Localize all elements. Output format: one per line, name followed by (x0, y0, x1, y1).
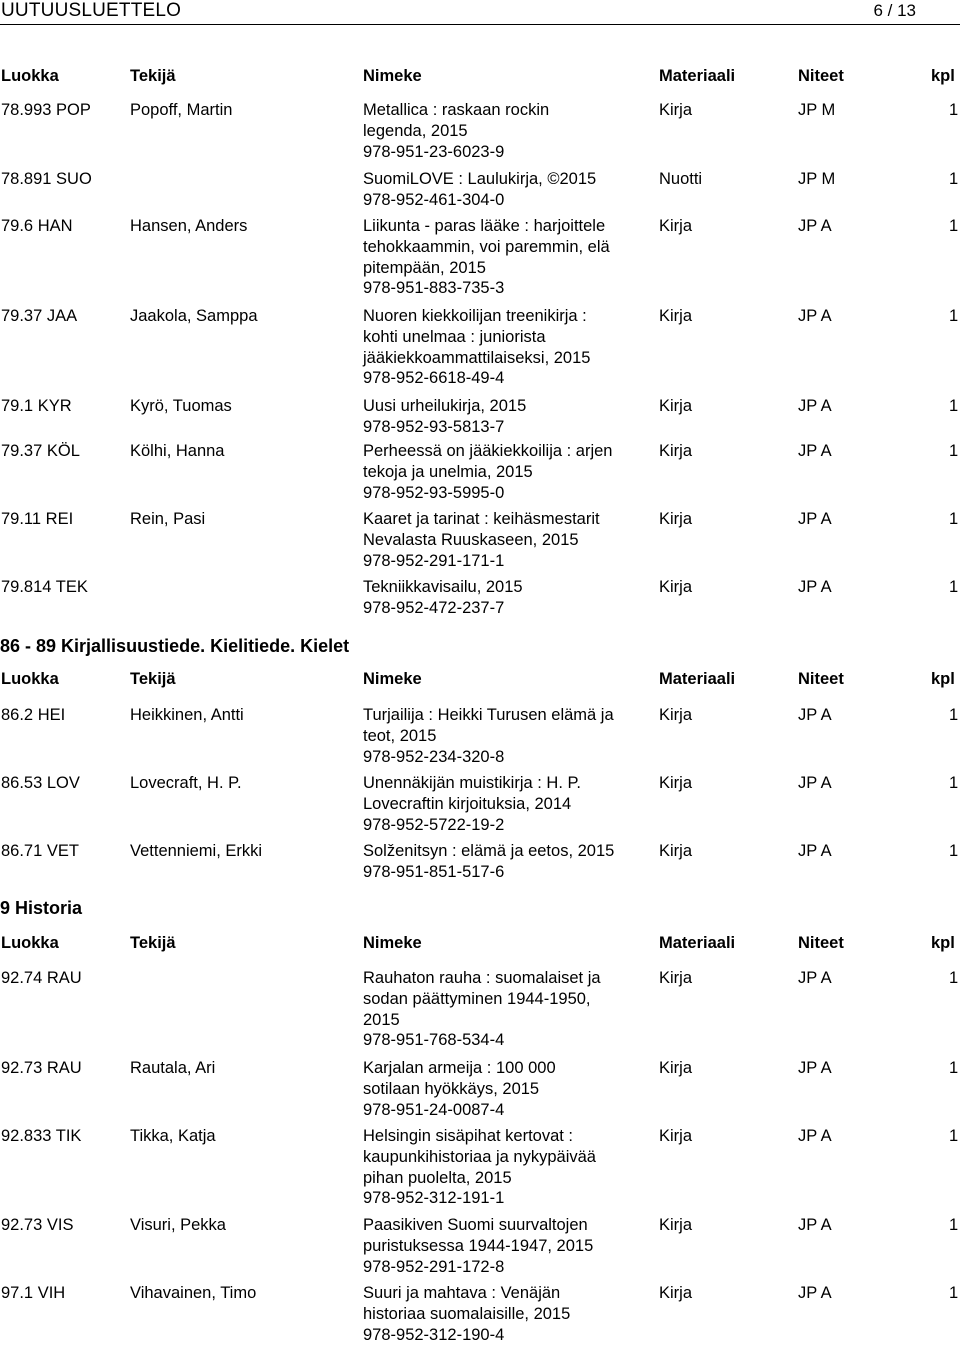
cell-tekija: Popoff, Martin (130, 101, 233, 119)
nimeke-line: Uusi urheilukirja, 2015 (363, 397, 527, 415)
column-header-luokka: Luokka (1, 670, 59, 688)
cell-kpl: 1 (949, 397, 959, 415)
column-header-luokka: Luokka (1, 67, 59, 85)
nimeke-line: 978-951-768-534-4 (363, 1031, 505, 1050)
cell-materiaali: Kirja (659, 442, 693, 460)
nimeke-line: teot, 2015 (363, 726, 437, 745)
cell-luokka: 79.814 TEK (1, 578, 88, 596)
cell-niteet: JP A (798, 969, 832, 987)
nimeke-line: Nevalasta Ruuskaseen, 2015 (363, 530, 579, 549)
column-header-materiaali: Materiaali (659, 67, 736, 85)
cell-tekija: Jaakola, Samppa (130, 307, 258, 325)
nimeke-line: Helsingin sisäpihat kertovat : (363, 1127, 574, 1145)
nimeke-line: 978-952-234-320-8 (363, 747, 505, 766)
cell-nimeke (363, 968, 653, 1051)
nimeke-line: Lovecraftin kirjoituksia, 2014 (363, 794, 572, 813)
cell-materiaali: Kirja (659, 510, 693, 528)
cell-kpl: 1 (949, 842, 959, 860)
nimeke-line: jääkiekkoammattilaiseksi, 2015 (363, 348, 591, 367)
cell-kpl: 1 (949, 706, 959, 724)
cell-tekija: Tikka, Katja (130, 1127, 216, 1145)
cell-luokka: 86.2 HEI (1, 706, 66, 724)
nimeke-line: 978-952-93-5995-0 (363, 483, 505, 502)
cell-niteet: JP A (798, 442, 832, 460)
cell-tekija: Kyrö, Tuomas (130, 397, 232, 415)
nimeke-line: sotilaan hyökkäys, 2015 (363, 1079, 540, 1098)
cell-nimeke (363, 841, 653, 883)
nimeke-line: Kaaret ja tarinat : keihäsmestarit (363, 510, 600, 528)
cell-kpl: 1 (949, 510, 959, 528)
nimeke-line: 978-952-291-172-8 (363, 1257, 505, 1276)
cell-niteet: JP A (798, 510, 832, 528)
cell-kpl: 1 (949, 774, 959, 792)
cell-materiaali: Kirja (659, 397, 693, 415)
cell-luokka: 79.37 KÖL (1, 442, 80, 460)
nimeke-line: puristuksessa 1944-1947, 2015 (363, 1236, 594, 1255)
cell-niteet: JP A (798, 1059, 832, 1077)
nimeke-line: legenda, 2015 (363, 121, 468, 140)
nimeke-line: tehokkaammin, voi paremmin, elä (363, 237, 610, 256)
nimeke-line: Suuri ja mahtava : Venäjän (363, 1284, 561, 1302)
nimeke-line: historiaa suomalaisille, 2015 (363, 1304, 571, 1323)
cell-materiaali: Kirja (659, 101, 693, 119)
cell-materiaali: Kirja (659, 217, 693, 235)
nimeke-line: Perheessä on jääkiekkoilija : arjen (363, 442, 613, 460)
cell-niteet: JP A (798, 842, 832, 860)
cell-niteet: JP M (798, 101, 836, 119)
cell-niteet: JP A (798, 1284, 832, 1302)
nimeke-line: Turjailija : Heikki Turusen elämä ja (363, 706, 614, 724)
cell-niteet: JP A (798, 397, 832, 415)
cell-luokka: 79.11 REI (1, 510, 74, 528)
cell-materiaali: Nuotti (659, 170, 703, 188)
nimeke-line: 978-952-291-171-1 (363, 551, 505, 570)
column-header-tekija: Tekijä (130, 67, 176, 85)
cell-tekija: Lovecraft, H. P. (130, 774, 242, 792)
section-title: 9 Historia (0, 898, 83, 918)
cell-materiaali: Kirja (659, 842, 693, 860)
nimeke-line: 978-951-23-6023-9 (363, 142, 505, 161)
nimeke-line: tekoja ja unelmia, 2015 (363, 462, 533, 481)
nimeke-line: sodan päättyminen 1944-1950, (363, 989, 591, 1008)
cell-niteet: JP A (798, 1216, 832, 1234)
column-header-nimeke: Nimeke (363, 670, 422, 688)
column-header-niteet: Niteet (798, 934, 844, 952)
cell-kpl: 1 (949, 307, 959, 325)
cell-luokka: 79.1 KYR (1, 397, 72, 415)
table-header (0, 934, 960, 956)
table-header (0, 67, 960, 89)
column-header-kpl: kpl (931, 934, 955, 952)
cell-luokka: 79.37 JAA (1, 307, 78, 325)
cell-kpl: 1 (949, 1059, 959, 1077)
column-header-niteet: Niteet (798, 670, 844, 688)
cell-kpl: 1 (949, 578, 959, 596)
cell-materiaali: Kirja (659, 578, 693, 596)
cell-kpl: 1 (949, 969, 959, 987)
column-header-niteet: Niteet (798, 67, 844, 85)
cell-niteet: JP M (798, 170, 836, 188)
cell-nimeke (363, 509, 653, 571)
cell-tekija: Vihavainen, Timo (130, 1284, 257, 1302)
cell-materiaali: Kirja (659, 1284, 693, 1302)
cell-materiaali: Kirja (659, 1127, 693, 1145)
nimeke-line: 978-952-5722-19-2 (363, 815, 505, 834)
cell-tekija: Rautala, Ari (130, 1059, 216, 1077)
cell-tekija: Rein, Pasi (130, 510, 206, 528)
nimeke-line: 978-952-312-191-1 (363, 1189, 505, 1208)
cell-luokka: 92.73 RAU (1, 1059, 82, 1077)
column-header-materiaali: Materiaali (659, 670, 736, 688)
nimeke-line: Paasikiven Suomi suurvaltojen (363, 1216, 588, 1234)
cell-luokka: 92.74 RAU (1, 969, 82, 987)
cell-nimeke (363, 705, 653, 767)
cell-luokka: 86.53 LOV (1, 774, 80, 792)
nimeke-line: pitempään, 2015 (363, 258, 486, 277)
cell-nimeke (363, 1215, 653, 1277)
nimeke-line: Unennäkijän muistikirja : H. P. (363, 774, 581, 792)
nimeke-line: 978-951-851-517-6 (363, 862, 505, 881)
table-header (0, 670, 960, 692)
cell-nimeke (363, 441, 653, 503)
cell-luokka: 79.6 HAN (1, 217, 73, 235)
nimeke-line: pihan puolelta, 2015 (363, 1168, 512, 1187)
column-header-luokka: Luokka (1, 934, 59, 952)
column-header-kpl: kpl (931, 670, 955, 688)
cell-kpl: 1 (949, 1284, 959, 1302)
nimeke-line: Nuoren kiekkoilijan treenikirja : (363, 307, 587, 325)
nimeke-line: 2015 (363, 1010, 400, 1029)
document-title: UUTUUSLUETTELO (1, 0, 182, 21)
nimeke-line: 978-952-6618-49-4 (363, 369, 505, 388)
cell-niteet: JP A (798, 1127, 832, 1145)
column-header-materiaali: Materiaali (659, 934, 736, 952)
nimeke-line: 978-952-461-304-0 (363, 190, 505, 209)
page-number: 6 / 13 (873, 1, 916, 20)
cell-kpl: 1 (949, 217, 959, 235)
nimeke-line: Metallica : raskaan rockin (363, 101, 550, 119)
column-header-tekija: Tekijä (130, 934, 176, 952)
cell-nimeke (363, 306, 653, 389)
cell-luokka: 78.993 POP (1, 101, 91, 119)
nimeke-line: 978-952-312-190-4 (363, 1325, 505, 1344)
cell-nimeke (363, 577, 653, 619)
cell-kpl: 1 (949, 442, 959, 460)
cell-nimeke (363, 773, 653, 835)
nimeke-line: 978-952-93-5813-7 (363, 417, 505, 436)
nimeke-line: Rauhaton rauha : suomalaiset ja (363, 969, 601, 987)
cell-luokka: 92.73 VIS (1, 1216, 74, 1234)
section-title: 86 - 89 Kirjallisuustiede. Kielitiede. Kielet (0, 636, 350, 656)
column-header-kpl: kpl (931, 67, 955, 85)
nimeke-line: Karjalan armeija : 100 000 (363, 1059, 556, 1077)
column-header-nimeke: Nimeke (363, 67, 422, 85)
column-header-nimeke: Nimeke (363, 934, 422, 952)
cell-nimeke (363, 396, 653, 438)
cell-niteet: JP A (798, 706, 832, 724)
cell-nimeke (363, 216, 653, 299)
column-header-tekija: Tekijä (130, 670, 176, 688)
cell-niteet: JP A (798, 217, 832, 235)
cell-tekija: Kölhi, Hanna (130, 442, 225, 460)
cell-niteet: JP A (798, 774, 832, 792)
nimeke-line: Liikunta - paras lääke : harjoittele (363, 217, 606, 235)
nimeke-line: 978-951-883-735-3 (363, 279, 505, 298)
cell-kpl: 1 (949, 1216, 959, 1234)
cell-niteet: JP A (798, 307, 832, 325)
cell-nimeke (363, 1126, 653, 1209)
nimeke-line: 978-951-24-0087-4 (363, 1100, 505, 1119)
cell-niteet: JP A (798, 578, 832, 596)
nimeke-line: 978-952-472-237-7 (363, 598, 505, 617)
nimeke-line: kohti unelmaa : juniorista (363, 327, 546, 346)
cell-tekija: Visuri, Pekka (130, 1216, 226, 1234)
cell-kpl: 1 (949, 101, 959, 119)
cell-tekija: Hansen, Anders (130, 217, 248, 235)
cell-materiaali: Kirja (659, 307, 693, 325)
cell-materiaali: Kirja (659, 1059, 693, 1077)
cell-tekija: Heikkinen, Antti (130, 706, 244, 724)
cell-luokka: 92.833 TIK (1, 1127, 82, 1145)
cell-luokka: 86.71 VET (1, 842, 79, 860)
cell-materiaali: Kirja (659, 774, 693, 792)
cell-kpl: 1 (949, 1127, 959, 1145)
cell-materiaali: Kirja (659, 1216, 693, 1234)
cell-luokka: 78.891 SUO (1, 170, 92, 188)
page-header (0, 0, 960, 25)
nimeke-line: Solženitsyn : elämä ja eetos, 2015 (363, 842, 615, 860)
cell-nimeke (363, 1283, 653, 1345)
cell-materiaali: Kirja (659, 969, 693, 987)
cell-tekija: Vettenniemi, Erkki (130, 842, 263, 860)
cell-nimeke (363, 1058, 653, 1120)
nimeke-line: kaupunkihistoriaa ja nykypäivää (363, 1147, 596, 1166)
cell-materiaali: Kirja (659, 706, 693, 724)
cell-kpl: 1 (949, 170, 959, 188)
nimeke-line: SuomiLOVE : Laulukirja, ©2015 (363, 170, 597, 188)
cell-nimeke (363, 169, 653, 211)
cell-luokka: 97.1 VIH (1, 1284, 66, 1302)
nimeke-line: Tekniikkavisailu, 2015 (363, 578, 523, 596)
cell-nimeke (363, 100, 653, 162)
